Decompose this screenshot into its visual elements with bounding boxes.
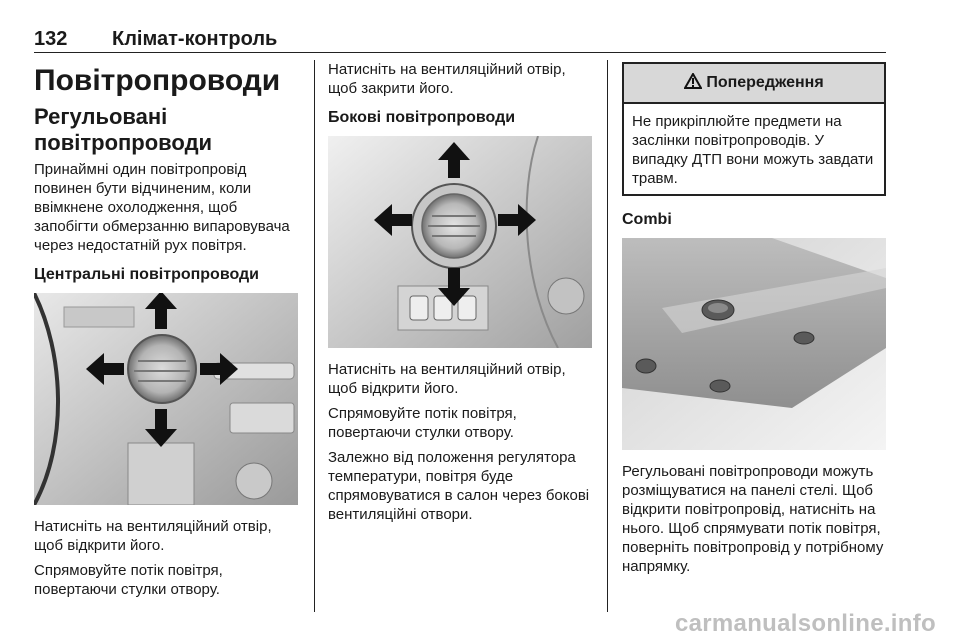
combi-paragraph: Регульовані повітропроводи можуть розміщуватися на панелі стелі. Щоб відкрити повітропровід, натисніть на нього. Щоб спрямувати потік повітря, поверніть повітропровід у потрібному напрямку. xyxy=(622,463,884,575)
section-title-central: Центральні повітропроводи xyxy=(34,266,259,283)
side-paragraph-2: Спрямовуйте потік повітря, повертаючи стулки отвору. xyxy=(328,405,517,441)
watermark: carmanualsonline.info xyxy=(674,610,936,637)
page-title: Повітропроводи xyxy=(34,64,281,97)
figure-central-vent xyxy=(34,293,298,505)
column-3 xyxy=(622,60,886,582)
subtitle: Регульовані повітропроводи xyxy=(34,104,213,155)
side-paragraph-3: Залежно від положення регулятора температури, повітря буде спрямовуватися в салон через бокові вентиляційні отвори. xyxy=(328,449,590,523)
column-divider-1 xyxy=(314,60,315,612)
warning-header xyxy=(624,64,884,104)
section-title-combi: Combi xyxy=(622,211,672,228)
column-divider-2 xyxy=(607,60,608,612)
warning-text: Не прикріплюйте предмети на заслінки повітропроводів. У випадку ДТП вони можуть завдати травм. xyxy=(632,113,874,187)
section-title-side: Бокові повітропроводи xyxy=(328,109,516,126)
warning-box xyxy=(622,62,886,196)
column-2 xyxy=(328,60,594,530)
warning-title: Попередження xyxy=(706,74,824,91)
central-paragraph-1: Натисніть на вентиляційний отвір, щоб відкрити його. xyxy=(34,518,272,554)
column-1 xyxy=(34,60,300,605)
warning-triangle-icon xyxy=(684,73,702,89)
figure-combi-ceiling xyxy=(622,238,886,450)
page-number: 132 xyxy=(34,28,68,50)
close-vent-paragraph: Натисніть на вентиляційний отвір, щоб закрити його. xyxy=(328,61,566,97)
central-paragraph-2: Спрямовуйте потік повітря, повертаючи стулки отвору. xyxy=(34,562,223,598)
page-header xyxy=(34,28,886,53)
header-title: Клімат-контроль xyxy=(112,28,278,50)
side-paragraph-1: Натисніть на вентиляційний отвір, щоб відкрити його. xyxy=(328,361,566,397)
intro-paragraph: Принаймні один повітропровід повинен бути відчиненим, коли ввімкнене охолодження, щоб запобігти обмерзанню випаровувача через недостатній рух повітря. xyxy=(34,161,290,254)
figure-side-vent xyxy=(328,136,592,348)
